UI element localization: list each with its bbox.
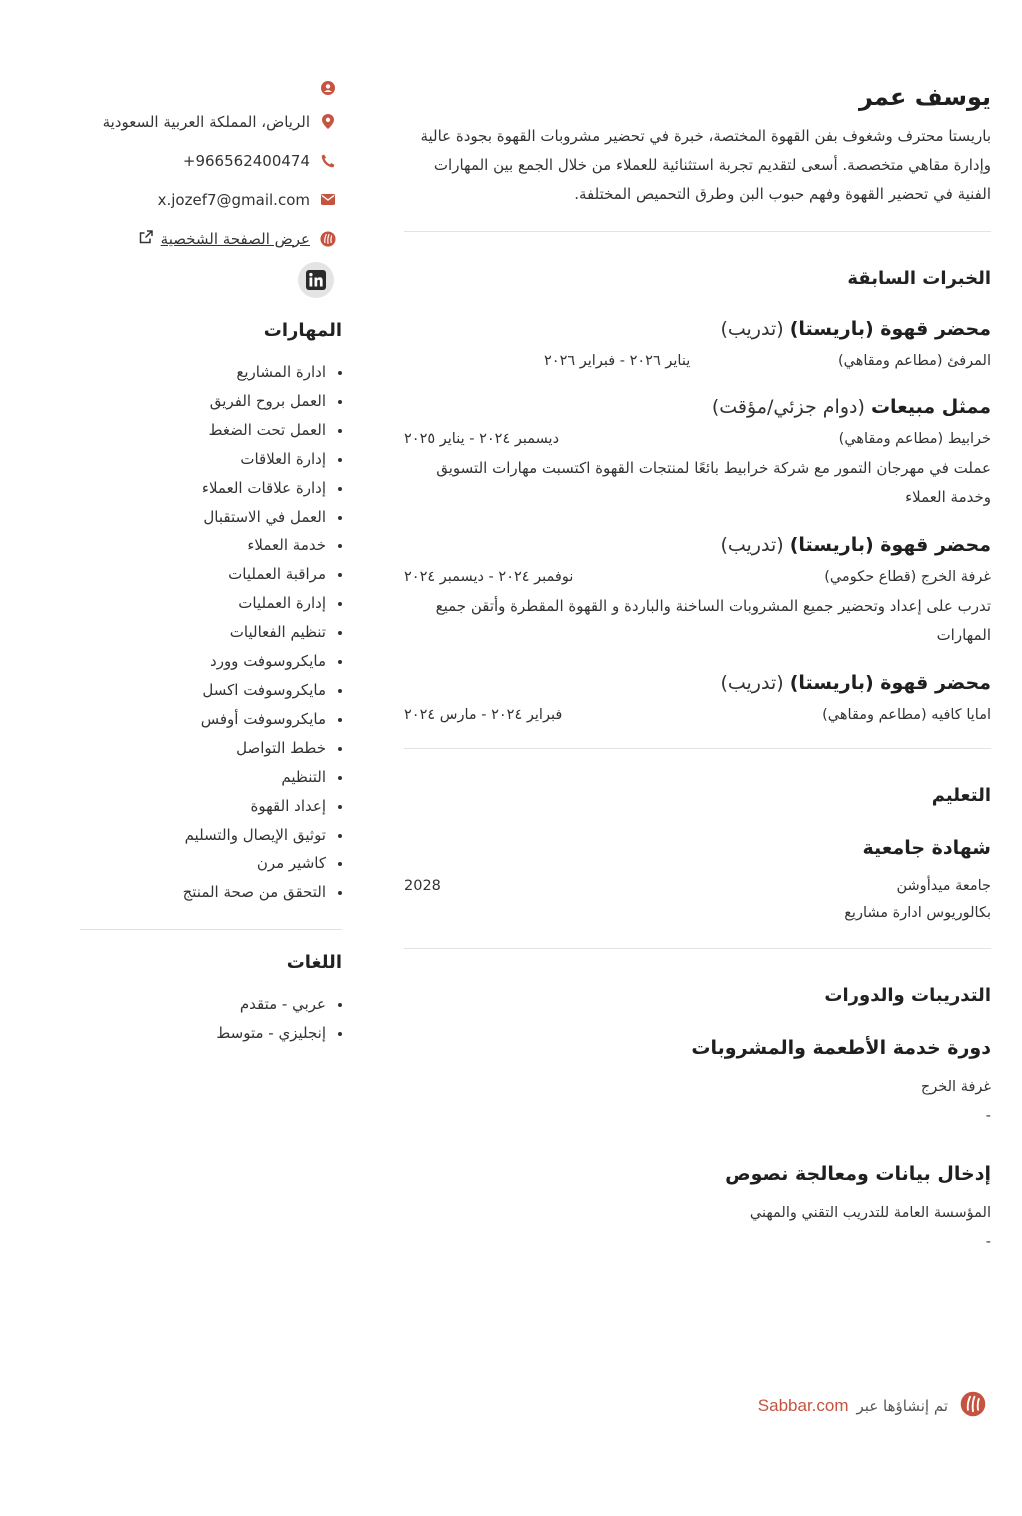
sidebar (80, 74, 342, 1048)
education-meta (404, 873, 991, 899)
degree-title: شهادة جامعية (862, 837, 991, 859)
list-item: إدارة العمليات (80, 589, 342, 618)
candidate-name: يوسف عمر (858, 83, 991, 111)
job-company: امايا كافيه (مطاعم ومقاهي) (822, 707, 991, 723)
school-name: جامعة ميدأوشن (896, 878, 991, 894)
job-entry (404, 532, 991, 650)
list-item: العمل بروح الفريق (80, 387, 342, 416)
made-with-text: تم إنشاؤها عبر (856, 1397, 948, 1415)
skills-title: المهارات (263, 320, 342, 341)
divider (80, 929, 342, 930)
external-link-icon[interactable] (139, 230, 153, 248)
email-text[interactable]: x.jozef7@gmail.com (157, 190, 310, 209)
experience-section-title: الخبرات السابقة (847, 268, 991, 289)
brand-link[interactable]: Sabbar.com (757, 1396, 849, 1415)
job-dates: نوفمبر ٢٠٢٤ - ديسمبر ٢٠٢٤ (404, 569, 574, 585)
job-title: ممثل مبيعات (دوام جزئي/مؤقت) (711, 396, 991, 418)
job-dates: ديسمبر ٢٠٢٤ - يناير ٢٠٢٥ (404, 431, 560, 447)
list-item: إدارة العلاقات (80, 445, 342, 474)
list-item: إنجليزي - متوسط (80, 1019, 342, 1048)
course-title: إدخال بيانات ومعالجة نصوص (725, 1163, 991, 1185)
contact-location-row (80, 102, 342, 141)
graduation-year: 2028 (404, 878, 441, 894)
education-section-title: التعليم (931, 785, 991, 806)
job-description: تدرب على إعداد وتحضير جميع المشروبات الساخنة والباردة و القهوة المقطرة وأتقن جميع المهارات (435, 597, 991, 644)
sabbar-logo-icon (320, 231, 336, 247)
contact-profile-row (80, 219, 342, 258)
job-title: محضر قهوة (باريستا) (تدريب) (720, 534, 991, 556)
list-item: العمل في الاستقبال (80, 503, 342, 532)
job-description: عملت في مهرجان التمور مع شركة خرابيط بائعًا لمنتجات القهوة اكتسبت مهارات التسويق وخدمة العملاء (436, 459, 991, 506)
job-company: خرابيط (مطاعم ومقاهي) (838, 431, 991, 447)
divider (404, 231, 991, 232)
linkedin-icon[interactable] (298, 262, 334, 298)
job-title: محضر قهوة (باريستا) (تدريب) (720, 672, 991, 694)
list-item: مايكروسوفت وورد (80, 647, 342, 676)
list-item: كاشير مرن (80, 849, 342, 878)
job-dates: فبراير ٢٠٢٤ - مارس ٢٠٢٤ (404, 707, 563, 723)
list-item: إعداد القهوة (80, 792, 342, 821)
job-meta (404, 702, 991, 728)
job-entry (404, 670, 991, 728)
course-date: - (985, 1108, 991, 1124)
list-item: التنظيم (80, 763, 342, 792)
list-item: خطط التواصل (80, 734, 342, 763)
contact-user-row (80, 74, 342, 102)
list-item: تنظيم الفعاليات (80, 618, 342, 647)
contact-phone-row (80, 141, 342, 180)
list-item: مايكروسوفت اكسل (80, 676, 342, 705)
list-item: العمل تحت الضغط (80, 416, 342, 445)
list-item: ادارة المشاريع (80, 358, 342, 387)
course-org: غرفة الخرج (920, 1079, 991, 1095)
job-meta (404, 564, 991, 590)
phone-text[interactable]: +966562400474 (182, 151, 310, 170)
phone-icon (320, 153, 336, 169)
divider (404, 748, 991, 749)
job-dates: يناير ٢٠٢٦ - فبراير ٢٠٢٦ (544, 353, 691, 369)
list-item: خدمة العملاء (80, 531, 342, 560)
sabbar-logo-icon (960, 1391, 986, 1421)
major: بكالوريوس ادارة مشاريع (844, 905, 991, 921)
course-title: دورة خدمة الأطعمة والمشروبات (691, 1037, 991, 1059)
summary-text: باريستا محترف وشغوف بفن القهوة المختصة، خبرة في تحضير مشروبات القهوة بجودة عالية وإدارة مقاهي متخصصة. أسعى لتقديم تجربة استثنائية للعملاء من خلال الجمع بين المهارات الفنية في تحضير القهوة وفهم حبوب البن وطرق التحميص المختلفة. (420, 127, 991, 203)
languages-list (80, 990, 342, 1048)
divider (404, 948, 991, 949)
job-meta (404, 348, 991, 374)
job-entry (404, 394, 991, 512)
list-item: مراقبة العمليات (80, 560, 342, 589)
list-item: التحقق من صحة المنتج (80, 878, 342, 907)
profile-link[interactable]: عرض الصفحة الشخصية (160, 229, 310, 248)
list-item: توثيق الإيصال والتسليم (80, 821, 342, 850)
languages-title: اللغات (286, 952, 342, 974)
job-meta (404, 426, 991, 452)
main-column (404, 80, 991, 1257)
list-item: مايكروسوفت أوفس (80, 705, 342, 734)
footer-branding (734, 1392, 986, 1420)
job-entry (404, 316, 991, 374)
skills-list (80, 358, 342, 907)
job-company: غرفة الخرج (قطاع حكومي) (824, 569, 991, 585)
contact-email-row (80, 180, 342, 219)
training-section-title: التدريبات والدورات (824, 985, 991, 1006)
email-icon (320, 192, 336, 208)
course-date: - (985, 1234, 991, 1250)
job-title: محضر قهوة (باريستا) (تدريب) (720, 318, 991, 340)
list-item: عربي - متقدم (80, 990, 342, 1019)
location-pin-icon (320, 114, 336, 130)
user-icon (320, 80, 336, 96)
list-item: إدارة علاقات العملاء (80, 474, 342, 503)
location-text: الرياض، المملكة العربية السعودية (102, 112, 310, 131)
course-org: المؤسسة العامة للتدريب التقني والمهني (749, 1205, 991, 1221)
job-company: المرفئ (مطاعم ومقاهي) (837, 353, 991, 369)
